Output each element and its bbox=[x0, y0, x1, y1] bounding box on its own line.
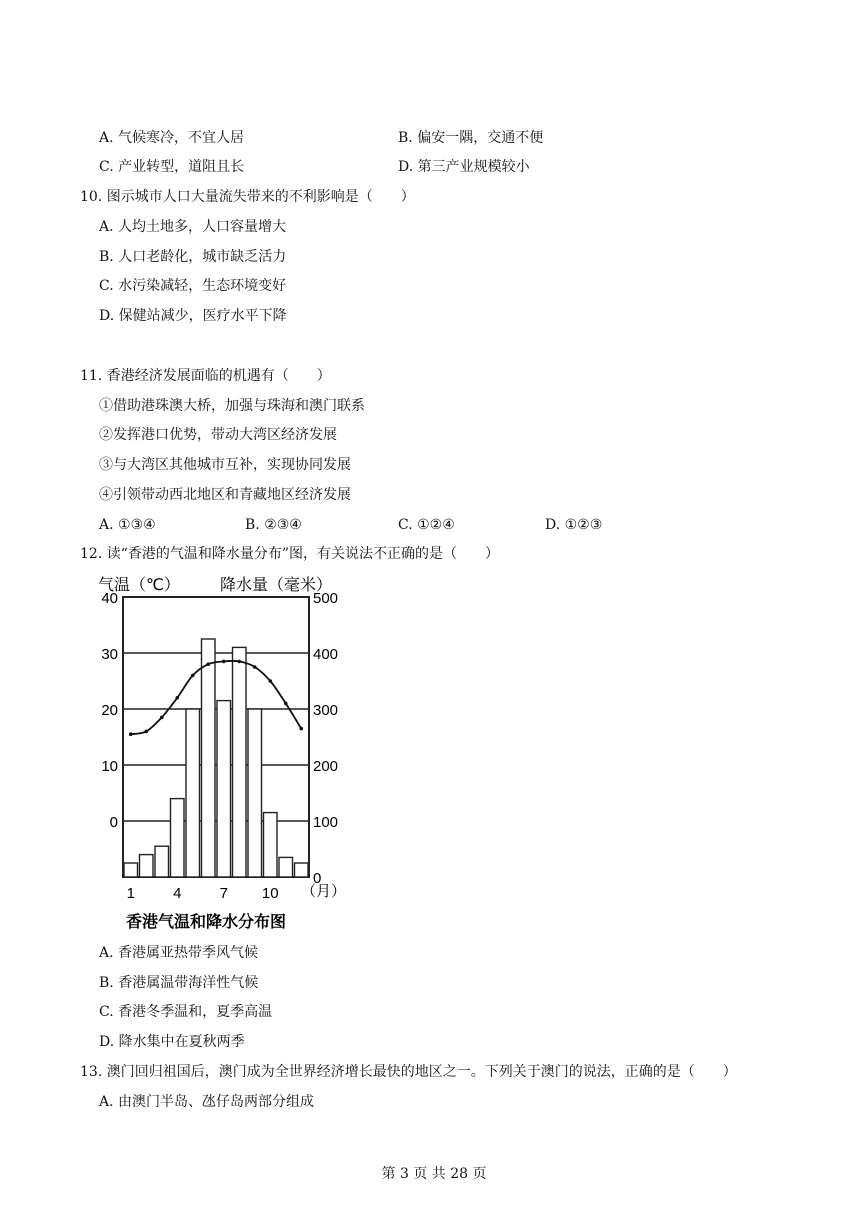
climate-chart-svg bbox=[96, 573, 356, 938]
q12-option-d: D. 降水集中在夏秋两季 bbox=[99, 1034, 245, 1050]
q9-option-d: D. 第三产业规模较小 bbox=[398, 159, 530, 175]
q11-item-2: ②发挥港口优势，带动大湾区经济发展 bbox=[99, 427, 337, 443]
climate-chart bbox=[96, 573, 356, 938]
question-12-stem: 12. 读“香港的气温和降水量分布”图，有关说法不正确的是（ ） bbox=[80, 546, 500, 562]
q9-option-a: A. 气候寒冷，不宜人居 bbox=[99, 130, 245, 146]
precip-tick-label: 0 bbox=[313, 870, 322, 887]
temperature-point-month-8 bbox=[237, 660, 241, 664]
q10-option-a: A. 人均土地多，人口容量增大 bbox=[99, 219, 287, 235]
question-13-stem: 13. 澳门回归祖国后，澳门成为全世界经济增长最快的地区之一。下列关于澳门的说法，正确的是（ ） bbox=[80, 1064, 737, 1080]
precip-bar-month-3 bbox=[155, 846, 169, 877]
precip-bar-month-6 bbox=[202, 639, 216, 877]
temperature-point-month-5 bbox=[191, 674, 195, 678]
temperature-point-month-10 bbox=[268, 679, 272, 683]
month-tick-label: 10 bbox=[261, 885, 279, 902]
precip-bar-month-4 bbox=[171, 799, 185, 877]
precip-bar-month-11 bbox=[279, 857, 293, 877]
q12-option-b: B. 香港属温带海洋性气候 bbox=[99, 975, 259, 991]
precip-tick-label: 500 bbox=[313, 590, 339, 607]
temp-tick-label: 20 bbox=[101, 702, 118, 719]
temp-tick-label: 40 bbox=[101, 590, 118, 607]
q10-option-b: B. 人口老龄化，城市缺乏活力 bbox=[99, 249, 287, 265]
q11-option-b: B. ②③④ bbox=[245, 517, 302, 533]
precip-bar-month-8 bbox=[233, 647, 247, 877]
temperature-point-month-12 bbox=[299, 727, 303, 731]
plot-frame bbox=[123, 597, 309, 877]
precip-bar-month-5 bbox=[186, 709, 200, 877]
q11-item-1: ①借助港珠澳大桥，加强与珠海和澳门联系 bbox=[99, 398, 365, 414]
q12-option-c: C. 香港冬季温和，夏季高温 bbox=[99, 1004, 273, 1020]
right-axis-title: 降水量（毫米） bbox=[219, 577, 332, 594]
q11-option-d: D. ①②③ bbox=[545, 517, 603, 533]
month-tick-label: 1 bbox=[126, 885, 135, 902]
precip-tick-label: 100 bbox=[313, 814, 339, 831]
q11-option-c: C. ①②④ bbox=[398, 517, 455, 533]
q11-option-a: A. ①③④ bbox=[99, 517, 156, 533]
temp-tick-label: 10 bbox=[101, 758, 118, 775]
precip-bar-month-7 bbox=[217, 701, 231, 877]
q10-option-c: C. 水污染减轻，生态环境变好 bbox=[99, 278, 287, 294]
temp-tick-label: 30 bbox=[101, 646, 118, 663]
precip-bar-month-2 bbox=[140, 855, 154, 877]
temperature-point-month-4 bbox=[175, 696, 179, 700]
temperature-point-month-1 bbox=[129, 732, 133, 736]
precip-bar-month-1 bbox=[124, 863, 138, 877]
q13-option-a: A. 由澳门半岛、氹仔岛两部分组成 bbox=[99, 1094, 315, 1110]
page-footer: 第 3 页 共 28 页 bbox=[381, 1166, 487, 1182]
question-11-stem: 11. 香港经济发展面临的机遇有（ ） bbox=[80, 368, 331, 384]
temperature-point-month-6 bbox=[206, 662, 210, 666]
q11-item-4: ④引领带动西北地区和青藏地区经济发展 bbox=[99, 487, 351, 503]
temperature-line bbox=[131, 661, 302, 734]
q11-item-3: ③与大湾区其他城市互补，实现协同发展 bbox=[99, 457, 351, 473]
precip-bar-month-10 bbox=[264, 813, 278, 877]
q9-option-c: C. 产业转型，道阻且长 bbox=[99, 159, 245, 175]
question-10-stem: 10. 图示城市人口大量流失带来的不利影响是（ ） bbox=[80, 189, 415, 205]
temperature-point-month-3 bbox=[160, 716, 164, 720]
precip-tick-label: 200 bbox=[313, 758, 339, 775]
precip-tick-label: 300 bbox=[313, 702, 339, 719]
x-unit-label: （月） bbox=[301, 883, 347, 900]
temperature-point-month-2 bbox=[144, 730, 148, 734]
precip-bar-month-9 bbox=[248, 709, 262, 877]
precip-bar-month-12 bbox=[295, 863, 309, 877]
left-axis-title: 气温（℃） bbox=[98, 577, 180, 594]
q12-option-a: A. 香港属亚热带季风气候 bbox=[99, 945, 259, 961]
q10-option-d: D. 保健站减少，医疗水平下降 bbox=[99, 308, 287, 324]
q9-option-b: B. 偏安一隅，交通不便 bbox=[398, 130, 544, 146]
month-tick-label: 7 bbox=[219, 885, 228, 902]
temperature-point-month-9 bbox=[253, 665, 257, 669]
temperature-point-month-7 bbox=[222, 660, 226, 664]
month-tick-label: 4 bbox=[173, 885, 182, 902]
chart-title: 香港气温和降水分布图 bbox=[125, 914, 287, 931]
temp-tick-label: 0 bbox=[109, 814, 118, 831]
temperature-point-month-11 bbox=[284, 702, 288, 706]
precip-tick-label: 400 bbox=[313, 646, 339, 663]
